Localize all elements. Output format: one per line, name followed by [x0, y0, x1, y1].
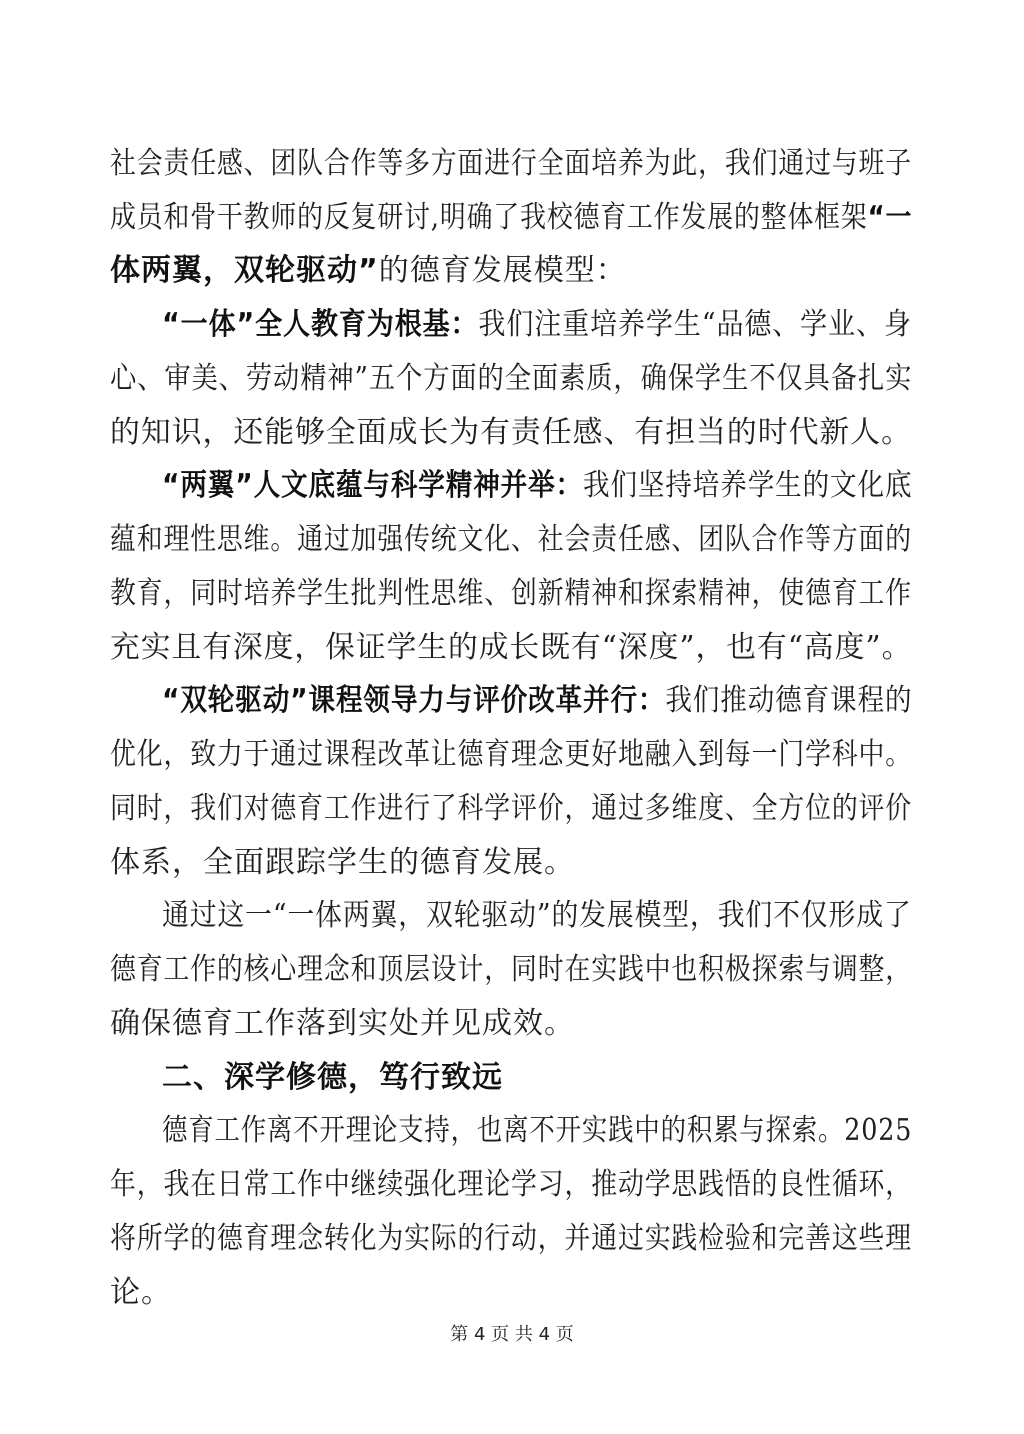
text-segment: 心、审美、劳动精神”五个方面的全面素质，确保学生不仅具备扎实	[110, 361, 913, 396]
text-segment: 成员和骨干教师的反复研讨,明确了我校德育工作发展的整体框架	[110, 200, 868, 235]
text-line	[110, 630, 913, 665]
text-segment: 的知识，还能够全面成长为有责任感、有担当的时代新人。	[110, 415, 912, 450]
text-segment: 充实且有深度，保证学生的成长既有“深度”，也有“高度”。	[110, 630, 913, 665]
text-segment: 蕴和理性思维。通过加强传统文化、社会责任感、团队合作等方面的	[110, 522, 913, 557]
text-line	[110, 1221, 913, 1256]
section-lead-bold: “双轮驱动”课程领导力与评价改革并行：	[162, 683, 666, 718]
text-segment: 同时，我们对德育工作进行了科学评价，通过多维度、全方位的评价	[110, 791, 913, 826]
text-segment: 年，我在日常工作中继续强化理论学习，推动学思践悟的良性循环，	[110, 1167, 913, 1202]
text-segment: 德育工作离不开理论支持，也离不开实践中的积累与探索。2025	[162, 1113, 913, 1148]
text-line	[110, 1275, 172, 1310]
text-segment-bold: 体两翼，双轮驱动”	[110, 253, 379, 288]
text-line	[110, 415, 912, 450]
text-segment: 我们坚持培养学生的文化底	[582, 468, 913, 503]
text-line	[110, 361, 913, 396]
text-line	[110, 845, 575, 880]
text-segment: 通过这一“一体两翼，双轮驱动”的发展模型，我们不仅形成了	[162, 898, 912, 933]
page-number-footer: 第 4 页 共 4 页	[450, 1324, 574, 1345]
section-heading	[162, 1060, 503, 1095]
text-line	[110, 253, 627, 288]
text-line	[162, 468, 913, 503]
text-segment: 社会责任感、团队合作等多方面进行全面培养为此，我们通过与班子	[110, 146, 913, 181]
text-line	[110, 1006, 575, 1041]
text-line	[110, 522, 913, 557]
text-segment: 论。	[110, 1275, 172, 1310]
text-segment: 我们注重培养学生“品德、学业、身	[478, 307, 912, 342]
text-line	[162, 307, 912, 342]
text-segment: 体系，全面跟踪学生的德育发展。	[110, 845, 575, 880]
section-lead-bold: “一体”全人教育为根基：	[162, 307, 479, 342]
text-line	[110, 146, 913, 181]
text-line	[110, 791, 913, 826]
section-heading-text: 二、深学修德，笃行致远	[162, 1060, 503, 1095]
text-segment: 将所学的德育理念转化为实际的行动，并通过实践检验和完善这些理	[110, 1221, 913, 1256]
text-segment: 我们推动德育课程的	[665, 683, 913, 718]
text-segment: 优化，致力于通过课程改革让德育理念更好地融入到每一门学科中。	[110, 737, 913, 772]
text-segment: 确保德育工作落到实处并见成效。	[110, 1006, 575, 1041]
section-lead-bold: “两翼”人文底蕴与科学精神并举：	[162, 468, 583, 503]
text-line	[110, 952, 913, 987]
text-segment-bold: “一	[867, 200, 913, 235]
text-line	[162, 898, 912, 933]
text-segment: 教育，同时培养学生批判性思维、创新精神和探索精神，使德育工作	[110, 576, 913, 611]
text-line	[110, 576, 913, 611]
text-segment: 德育工作的核心理念和顶层设计，同时在实践中也积极探索与调整，	[110, 952, 913, 987]
text-line	[110, 737, 913, 772]
text-line	[162, 683, 913, 718]
text-line	[162, 1113, 913, 1148]
text-line	[110, 1167, 913, 1202]
text-segment: 的德育发展模型：	[378, 253, 627, 288]
text-line	[110, 200, 913, 235]
